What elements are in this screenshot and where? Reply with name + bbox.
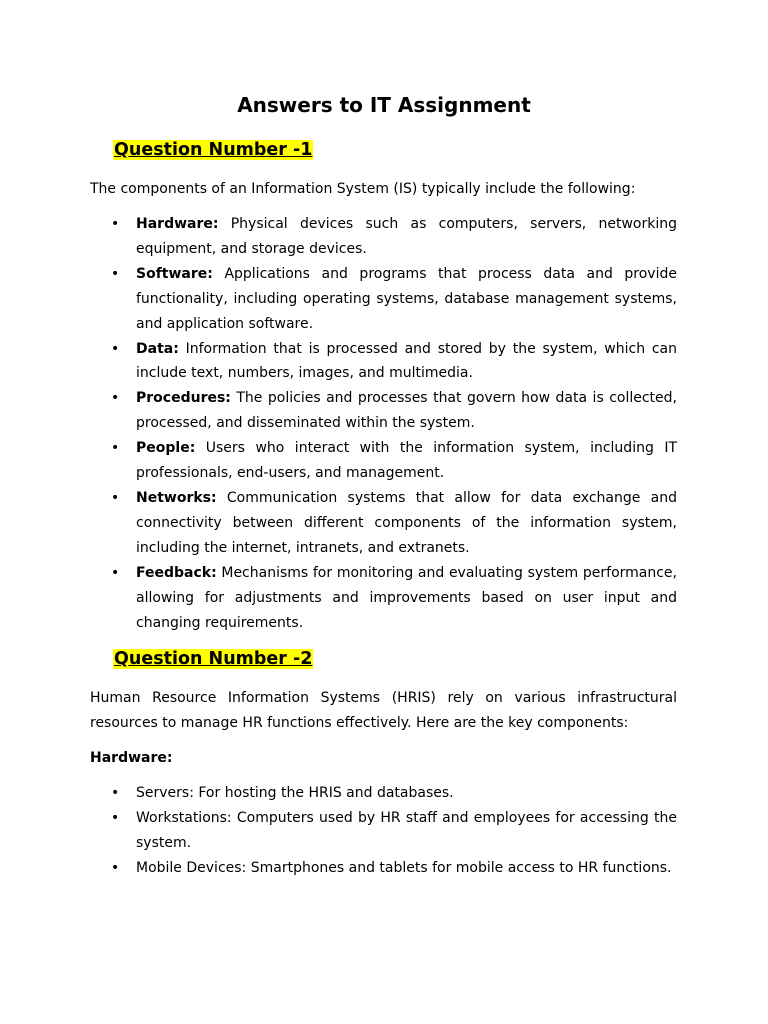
- question-1-heading-text: Question Number -1: [114, 140, 313, 160]
- question-2-heading: [113, 648, 313, 670]
- list-item: [90, 486, 677, 561]
- hardware-list: [90, 781, 677, 881]
- list-item-text: Physical devices such as computers, servers, networking equipment, and storage devices.: [136, 216, 677, 257]
- list-item: [90, 781, 677, 806]
- hardware-subheading: Hardware:: [90, 750, 173, 766]
- list-item-text: Workstations: Computers used by HR staff and employees for accessing the system.: [136, 809, 677, 851]
- bullet-icon: •: [111, 265, 120, 282]
- bullet-icon: •: [111, 440, 120, 457]
- bullet-icon: •: [111, 390, 120, 407]
- question-1-intro: The components of an Information System (IS) typically include the following:: [90, 181, 636, 197]
- bullet-icon: •: [111, 564, 120, 581]
- bullet-icon: •: [111, 340, 120, 357]
- list-item: [90, 386, 677, 436]
- list-item: [90, 337, 677, 387]
- list-item-label: Data:: [136, 340, 179, 357]
- list-item-label: Networks:: [136, 489, 217, 506]
- question-1-component-list: [90, 212, 677, 635]
- question-1-heading: [113, 139, 313, 161]
- list-item-label: Hardware:: [136, 216, 219, 232]
- list-item: [90, 262, 677, 337]
- list-item-text: Communication systems that allow for data exchange and connectivity between different components of the information system, including the internet, intranets, and extranets.: [136, 489, 677, 556]
- list-item-text: Servers: For hosting the HRIS and databases.: [136, 785, 454, 801]
- list-item: [90, 561, 677, 636]
- list-item-text: Information that is processed and stored by the system, which can include text, numbers, images, and multimedia.: [136, 340, 677, 382]
- list-item-label: People:: [136, 440, 196, 457]
- question-2-heading-text: Question Number -2: [114, 649, 313, 669]
- bullet-icon: •: [111, 809, 120, 826]
- list-item-text: The policies and processes that govern how data is collected, processed, and disseminated within the system.: [136, 390, 677, 432]
- list-item-label: Procedures:: [136, 390, 231, 407]
- list-item: [90, 212, 677, 262]
- list-item-label: Software:: [136, 265, 213, 282]
- bullet-icon: •: [111, 859, 120, 876]
- document-title: Answers to IT Assignment: [237, 93, 531, 117]
- list-item-label: Feedback:: [136, 564, 217, 581]
- list-item-text: Mobile Devices: Smartphones and tablets for mobile access to HR functions.: [136, 859, 672, 876]
- question-2-intro: Human Resource Information Systems (HRIS) rely on various infrastructural resources to manage HR functions effectively. Here are the key components:: [90, 690, 677, 731]
- bullet-icon: •: [111, 489, 120, 506]
- bullet-icon: •: [111, 785, 120, 801]
- bullet-icon: •: [111, 216, 120, 232]
- list-item: [90, 436, 677, 486]
- list-item: [90, 856, 677, 881]
- list-item-text: Mechanisms for monitoring and evaluating system performance, allowing for adjustments and improvements based on user input and changing requirements.: [136, 564, 677, 631]
- list-item-text: Applications and programs that process data and provide functionality, including operating systems, database management systems, and application software.: [136, 265, 677, 332]
- list-item: [90, 806, 677, 856]
- list-item-text: Users who interact with the information system, including IT professionals, end-users, and management.: [136, 440, 677, 482]
